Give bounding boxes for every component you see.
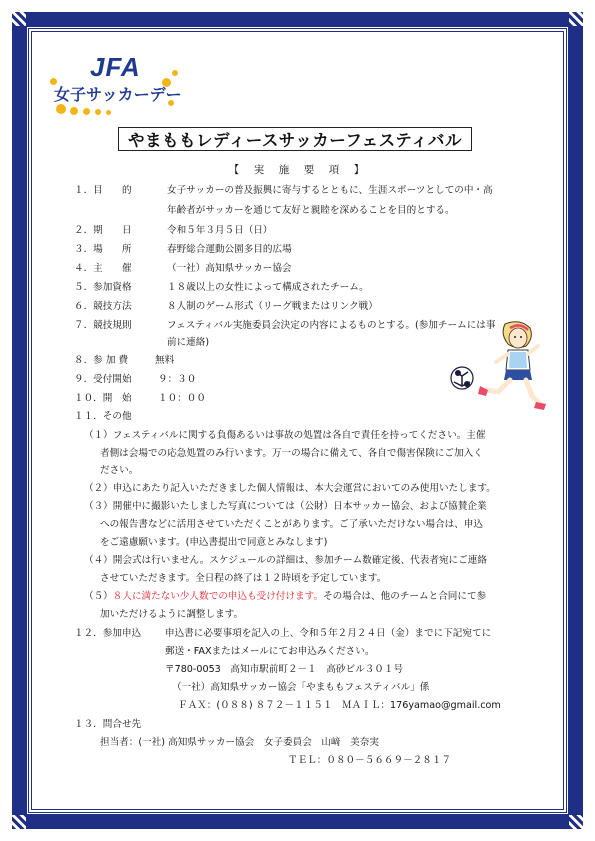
- item-value: 春野総合運動公園多目的広場: [167, 244, 292, 255]
- item-label: １０．開 始: [74, 393, 132, 404]
- application-org: （一社）高知県サッカー協会「やまももフェスティバル」係: [172, 682, 430, 693]
- item-value: １８歳以上の女性によって構成されたチーム。: [167, 282, 369, 293]
- border-corner: [569, 815, 583, 829]
- border-corner: [12, 815, 26, 829]
- note-1-line: （１）フェスティバルに関する負傷あるいは事故の処置は各自で責任を持ってください。主催: [84, 430, 486, 441]
- item-label: １１．その他: [74, 411, 132, 422]
- item-label: １．目 的: [74, 185, 132, 196]
- item-value: 前に連絡): [167, 337, 210, 348]
- inquiry-tel: ＴＥＬ：０８０－５６６９－２８１７: [288, 755, 452, 766]
- item-value: 年齢者がサッカーを通じて友好と親睦を深めることを目的とする。: [167, 205, 455, 216]
- item-value: 女子サッカーの普及振興に寄与するとともに、生涯スポーツとしての中・高: [167, 185, 493, 196]
- application-line: 申込書に必要事項を記入の上、令和５年２月２４日（金）までに下記宛てに: [165, 628, 492, 639]
- item-value: ９：３０: [158, 374, 197, 385]
- note-3-line: をご遠慮願います。(申込書提出で同意とみなします): [100, 537, 328, 548]
- note-2-line: （２）申込にあたり記入いただきました個人情報は、本大会運営においてのみ使用いたします。: [84, 483, 496, 494]
- note-5-prefix: （５）: [84, 591, 113, 602]
- item-label: ２．期 日: [74, 225, 132, 236]
- logo-jfa-text: JFA: [90, 52, 141, 82]
- application-contact: ＦＡＸ：(０８８) ８７２－１１５１ ＭＡＩＬ：176yamao@gmail.com: [178, 700, 501, 711]
- item-value: ８人制のゲーム形式（リーグ戦またはリンク戦）: [167, 301, 378, 312]
- note-1-line: ださい。: [100, 465, 139, 476]
- item-label: ８．参 加 費: [74, 355, 129, 366]
- note-3-line: への報告書などに活用させていただくことがあります。ご了承いただけない場合は、申込: [100, 519, 483, 530]
- item-label: ９．受付開始: [74, 374, 132, 385]
- note-5-line: 加いただけるように調整します。: [100, 609, 244, 620]
- border-corner: [569, 12, 583, 26]
- section-heading: 【 実 施 要 項 】: [228, 164, 367, 176]
- note-5-line: [84, 590, 486, 603]
- application-label: １２．参加申込: [74, 628, 142, 639]
- note-5-highlight: ８人に満たない少人数での申込も受け付けます。: [112, 591, 324, 602]
- item-label: ５．参加資格: [74, 282, 132, 293]
- inquiry-label: １３．問合せ先: [74, 719, 142, 730]
- note-5-rest: その場合は、他のチームと合同にて参: [323, 591, 487, 602]
- border-corner: [12, 12, 26, 26]
- note-4-line: （４）開会式は行いません。スケジュールの詳細は、参加チーム数確定後、代表者宛にご連絡: [84, 555, 487, 566]
- item-value: （一社）高知県サッカー協会: [167, 263, 292, 274]
- application-line: 郵送・FAXまたはメールにてお申込みください。: [165, 646, 375, 657]
- item-value: 無料: [155, 355, 175, 366]
- item-value: １０：００: [158, 393, 206, 404]
- application-address: 〒780-0053 高知市駅前町２－１ 高砂ビル３０１号: [165, 664, 404, 675]
- note-4-line: させていただきます。全日程の終了は１２時頃を予定しています。: [100, 573, 387, 584]
- item-label: ３．場 所: [74, 244, 132, 255]
- soccer-girl-illustration: [450, 316, 550, 416]
- item-label: ７．競技規則: [74, 320, 132, 331]
- jfa-logo: [50, 52, 190, 122]
- inquiry-person: 担当者：(一社) 高知県サッカー協会 女子委員会 山﨑 美奈実: [100, 737, 379, 748]
- item-value: フェスティバル実施委員会決定の内容によるものとする。(参加チームには事: [167, 320, 496, 331]
- item-label: ４．主 催: [74, 263, 132, 274]
- logo-subtitle: 女子サッカーデー: [54, 85, 182, 104]
- document-title: やまももレディースサッカーフェスティバル: [118, 127, 472, 151]
- item-label: ６．競技方法: [74, 301, 132, 312]
- item-value: 令和５年３月５日（日）: [167, 225, 273, 236]
- note-3-line: （３）開催中に撮影いたしました写真については（公財）日本サッカー協会、および協賛企業: [84, 501, 487, 512]
- note-1-line: 者側は会場での応急処置のみ行います。万一の場合に備えて、各自で傷害保険にご加入く: [100, 448, 483, 459]
